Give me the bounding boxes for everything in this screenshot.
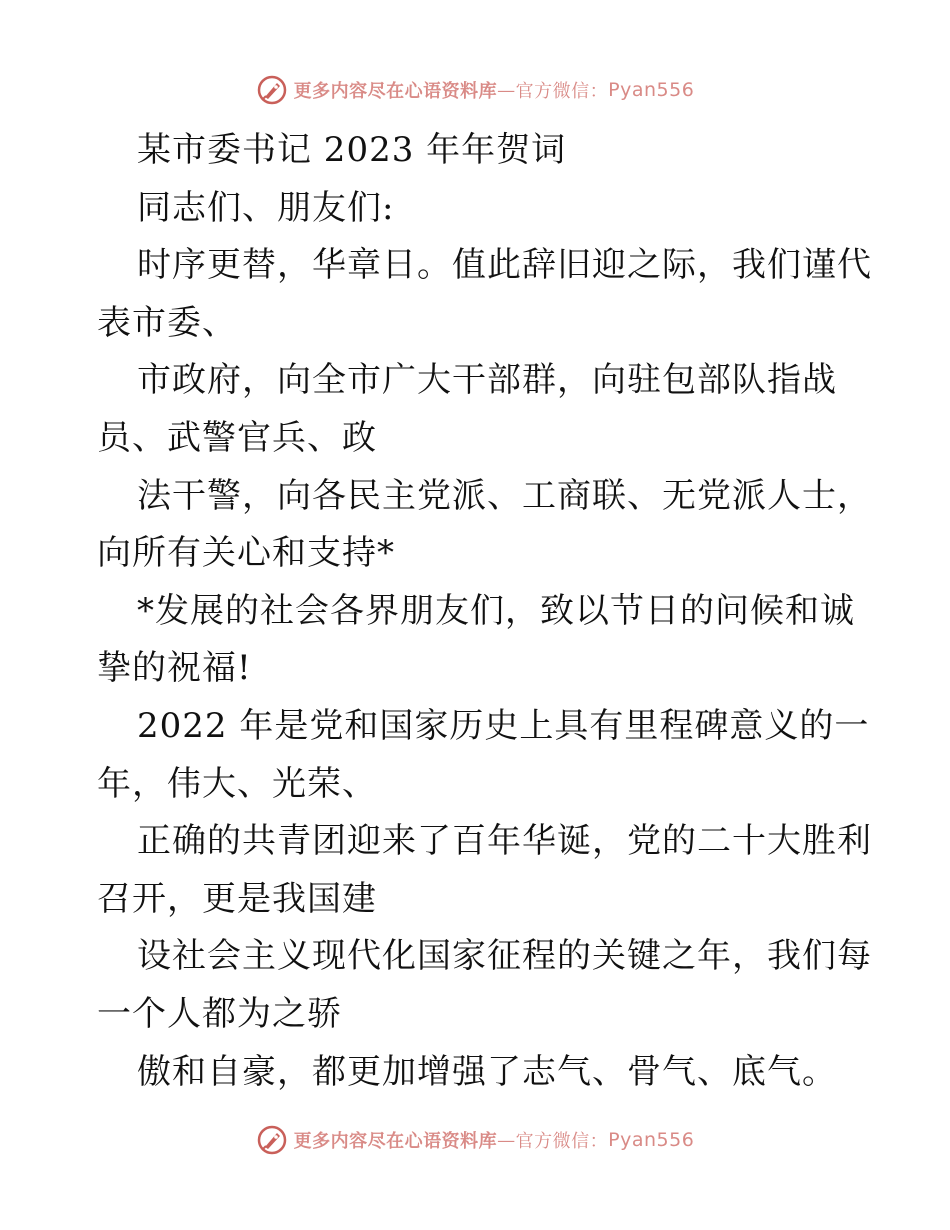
paragraph-line: 设社会主义现代化国家征程的关键之年，我们每 (137, 936, 872, 977)
watermark-wechat-id: Pyan556 (608, 1129, 695, 1151)
paragraph-line: 2022 年是党和国家历史上具有里程碑意义的一 (137, 705, 870, 746)
watermark-footer (0, 1120, 950, 1160)
salutation: 同志们、朋友们: (137, 187, 395, 228)
paragraph-line: 时序更替，华章日。值此辞旧迎之际，我们谨代 (137, 245, 872, 286)
paragraph-line: 召开，更是我国建 (97, 878, 377, 919)
paragraph-line: 表市委、 (97, 302, 237, 343)
document-body (97, 122, 872, 1101)
watermark-dash: — (497, 1129, 516, 1151)
watermark-wechat-label: 官方微信： (515, 1131, 609, 1152)
watermark-text: 更多内容尽在心语资料库 (293, 1131, 498, 1152)
pen-nib-circle-icon (256, 74, 288, 106)
paragraph-line: 市政府，向全市广大干部群，向驻包部队指战 (137, 360, 837, 401)
paragraph-line: 傲和自豪，都更加增强了志气、骨气、底气。 (137, 1051, 837, 1092)
pen-nib-circle-icon (256, 1124, 288, 1156)
watermark-text: 更多内容尽在心语资料库 (293, 81, 498, 102)
document-title: 某市委书记 2023 年年贺词 (137, 130, 567, 170)
watermark-wechat-id: Pyan556 (608, 79, 695, 101)
watermark-header (0, 70, 950, 110)
paragraph-line: 一个人都为之骄 (97, 993, 342, 1034)
paragraph-line: 正确的共青团迎来了百年华诞，党的二十大胜利 (137, 821, 872, 862)
paragraph-line: 法干警，向各民主党派、工商联、无党派人士， (137, 475, 872, 516)
watermark-dash: — (497, 79, 516, 101)
watermark-wechat-label: 官方微信： (515, 81, 609, 102)
paragraph-line: 向所有关心和支持* (97, 533, 395, 574)
paragraph-line: *发展的社会各界朋友们，致以节日的问候和诚 (137, 590, 855, 631)
paragraph-line: 年，伟大、光荣、 (97, 763, 377, 804)
paragraph-line: 员、武警官兵、政 (97, 417, 377, 458)
paragraph-line: 挚的祝福! (97, 648, 252, 689)
